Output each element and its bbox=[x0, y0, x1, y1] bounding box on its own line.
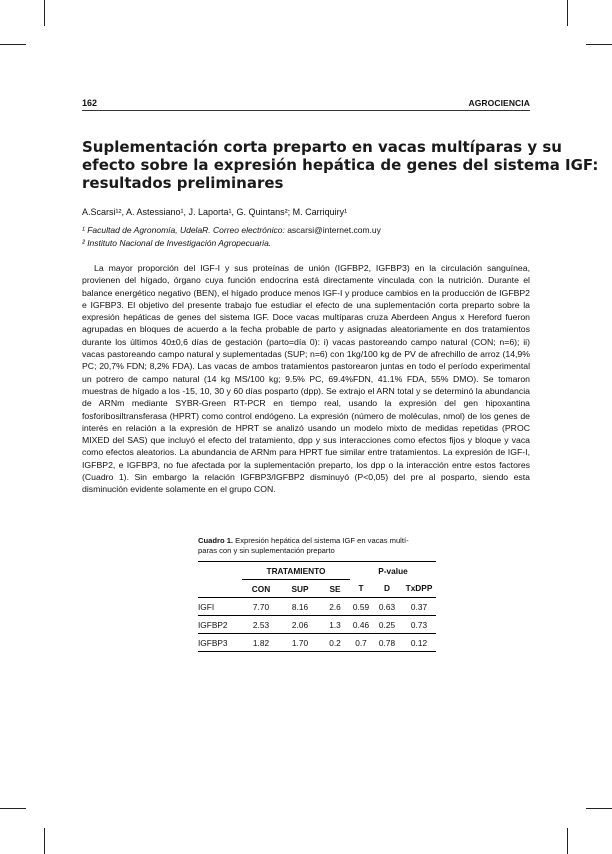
caption-text: paras con y sin suplementación preparto bbox=[198, 546, 335, 555]
affiliation-text: ² Instituto Nacional de Investigación Agropecuaria. bbox=[82, 238, 272, 248]
table-cell: 0.7 bbox=[355, 637, 367, 648]
table-cell: 0.25 bbox=[378, 619, 396, 630]
row-label: IGFBP3 bbox=[198, 637, 228, 648]
table-caption bbox=[198, 536, 433, 556]
authors: A.Scarsi¹², A. Astessiano¹, J. Laporta¹, G. Quintans²; M. Carriquiry¹ bbox=[82, 207, 348, 217]
table-row bbox=[198, 598, 436, 616]
results-table bbox=[198, 561, 436, 652]
crop-mark bbox=[586, 44, 612, 45]
table-cell: 0.37 bbox=[410, 601, 428, 612]
affiliation-2 bbox=[82, 238, 271, 248]
affiliation-text: ¹ Facultad de Agronomía, UdelaR. Correo electrónico: bbox=[82, 225, 288, 235]
table-cell: 1.3 bbox=[329, 619, 341, 630]
table-cell: 0.59 bbox=[352, 601, 370, 612]
table-cell: 0.63 bbox=[378, 601, 396, 612]
table-cell: 1.82 bbox=[252, 637, 270, 648]
email-link[interactable]: ascarsi@internet.com.uy bbox=[287, 225, 381, 235]
column-header: D bbox=[384, 583, 390, 594]
caption-label: Cuadro 1. bbox=[198, 536, 234, 545]
table-cell: 0.2 bbox=[329, 637, 341, 648]
table-cell: 2.06 bbox=[291, 619, 309, 630]
crop-mark bbox=[567, 828, 568, 854]
page-title bbox=[82, 138, 599, 192]
crop-mark bbox=[586, 808, 612, 809]
table-cell: 0.12 bbox=[410, 637, 428, 648]
column-header: T bbox=[358, 583, 364, 594]
crop-mark bbox=[0, 44, 26, 45]
crop-mark bbox=[567, 0, 568, 26]
title-line: resultados preliminares bbox=[82, 174, 284, 192]
table-cell: 1.70 bbox=[291, 637, 309, 648]
title-line: Suplementación corta preparto en vacas multíparas y su bbox=[82, 138, 562, 156]
crop-mark bbox=[0, 808, 26, 809]
abstract bbox=[82, 262, 530, 496]
crop-mark bbox=[44, 0, 45, 26]
table-cell: 8.16 bbox=[291, 601, 309, 612]
table-row bbox=[198, 634, 436, 652]
column-header: TxDPP bbox=[405, 583, 433, 594]
table-cell: 7.70 bbox=[252, 601, 270, 612]
journal-name: AGROCIENCIA bbox=[468, 98, 530, 108]
column-header: SUP bbox=[291, 583, 309, 594]
group-header-treatment: TRATAMIENTO bbox=[242, 562, 350, 580]
group-header-pvalue: P-value bbox=[378, 565, 408, 576]
page-number: 162 bbox=[82, 98, 98, 108]
table-row bbox=[198, 616, 436, 634]
header-rule bbox=[82, 110, 530, 111]
column-header: CON bbox=[251, 583, 271, 594]
caption-text: Expresión hepática del sistema IGF en vacas multí- bbox=[233, 536, 409, 545]
title-line: efecto sobre la expresión hepática de genes del sistema IGF: bbox=[82, 156, 599, 174]
row-label: IGFI bbox=[198, 601, 215, 612]
column-header: SE bbox=[329, 583, 341, 594]
table-cell: 0.73 bbox=[410, 619, 428, 630]
table-cell: 2.6 bbox=[329, 601, 341, 612]
affiliation-1 bbox=[82, 225, 381, 235]
table-cell: 0.46 bbox=[352, 619, 370, 630]
row-label: IGFBP2 bbox=[198, 619, 228, 630]
crop-mark bbox=[44, 828, 45, 854]
table-cell: 0.78 bbox=[378, 637, 396, 648]
abstract-text: La mayor proporción del IGF-I y sus proteínas de unión (IGFBP2, IGFBP3) en la circulación sanguínea, provienen del hígado, órgano cuya función endocrina está directamente vinculada con la nutrición. Durante el balance energético negativo (BEN), el hígado produce menos IGF-I y produce cambios en la producción de IGFBP2 e IGFBP3. El objetivo del presente trabajo fue estudiar el efecto de una suplementación corta preparto sobre la expresión hepáticas de genes del sistema IGF. Doce vacas multíparas cruza Aberdeen Angus x Hereford fueron agrupadas en bloques de acuerdo a la fecha probable de parto y asignadas aleatoriamente en dos tratamientos durante los últimos 40±0,6 días de gestación (parto=día 0): i) vacas pastoreando campo natural (CON; n=6); ii) vacas pastoreando campo natural y suplementadas (SUP; n=6) con 1kg/100 kg de PV de afrechillo de arroz (14,9% PC; 20,7% FDN; 8,2% FDA). Las vacas de ambos tratamientos pastorearon juntas en todo el período experimental un potrero de campo natural (14 kg MS/100 kg; 9.5% PC, 69.4%FDN, 41.1% FDA, 55% DMO). Se tomaron muestras de hígado a los -15, 10, 30 y 60 días posparto (dpp). Se extrajo el ARN total y se determinó la abundancia de ARNm mediante SYBR-Green RT-PCR en tiempo real, usando la expresión del gen hipoxantina fosforibosiltransferasa (HPRT) como control endógeno. La expresión (número de moléculas, nmol) de los genes de interés en relación a la expresión de HPRT se analizó usando un modelo mixto de medidas repetidas (PROC MIXED del SAS) que incluyó el efecto del tratamiento, dpp y sus interacciones como efectos fijos y bloque y vaca como efectos aleatorios. La abundancia de ARNm para HPRT fue similar entre tratamientos. La expresión de IGF-I, IGFBP2, e IGFBP3, no fue afectada por la suplementación preparto, los dpp o la interacción entre estos factores (Cuadro 1). Sin embargo la relación IGFBP3/IGFBP2 disminuyó (P<0,05) del pre al posparto, siendo esta disminución evidente solamente en el grupo CON. bbox=[82, 263, 530, 495]
table-cell: 2.53 bbox=[252, 619, 270, 630]
